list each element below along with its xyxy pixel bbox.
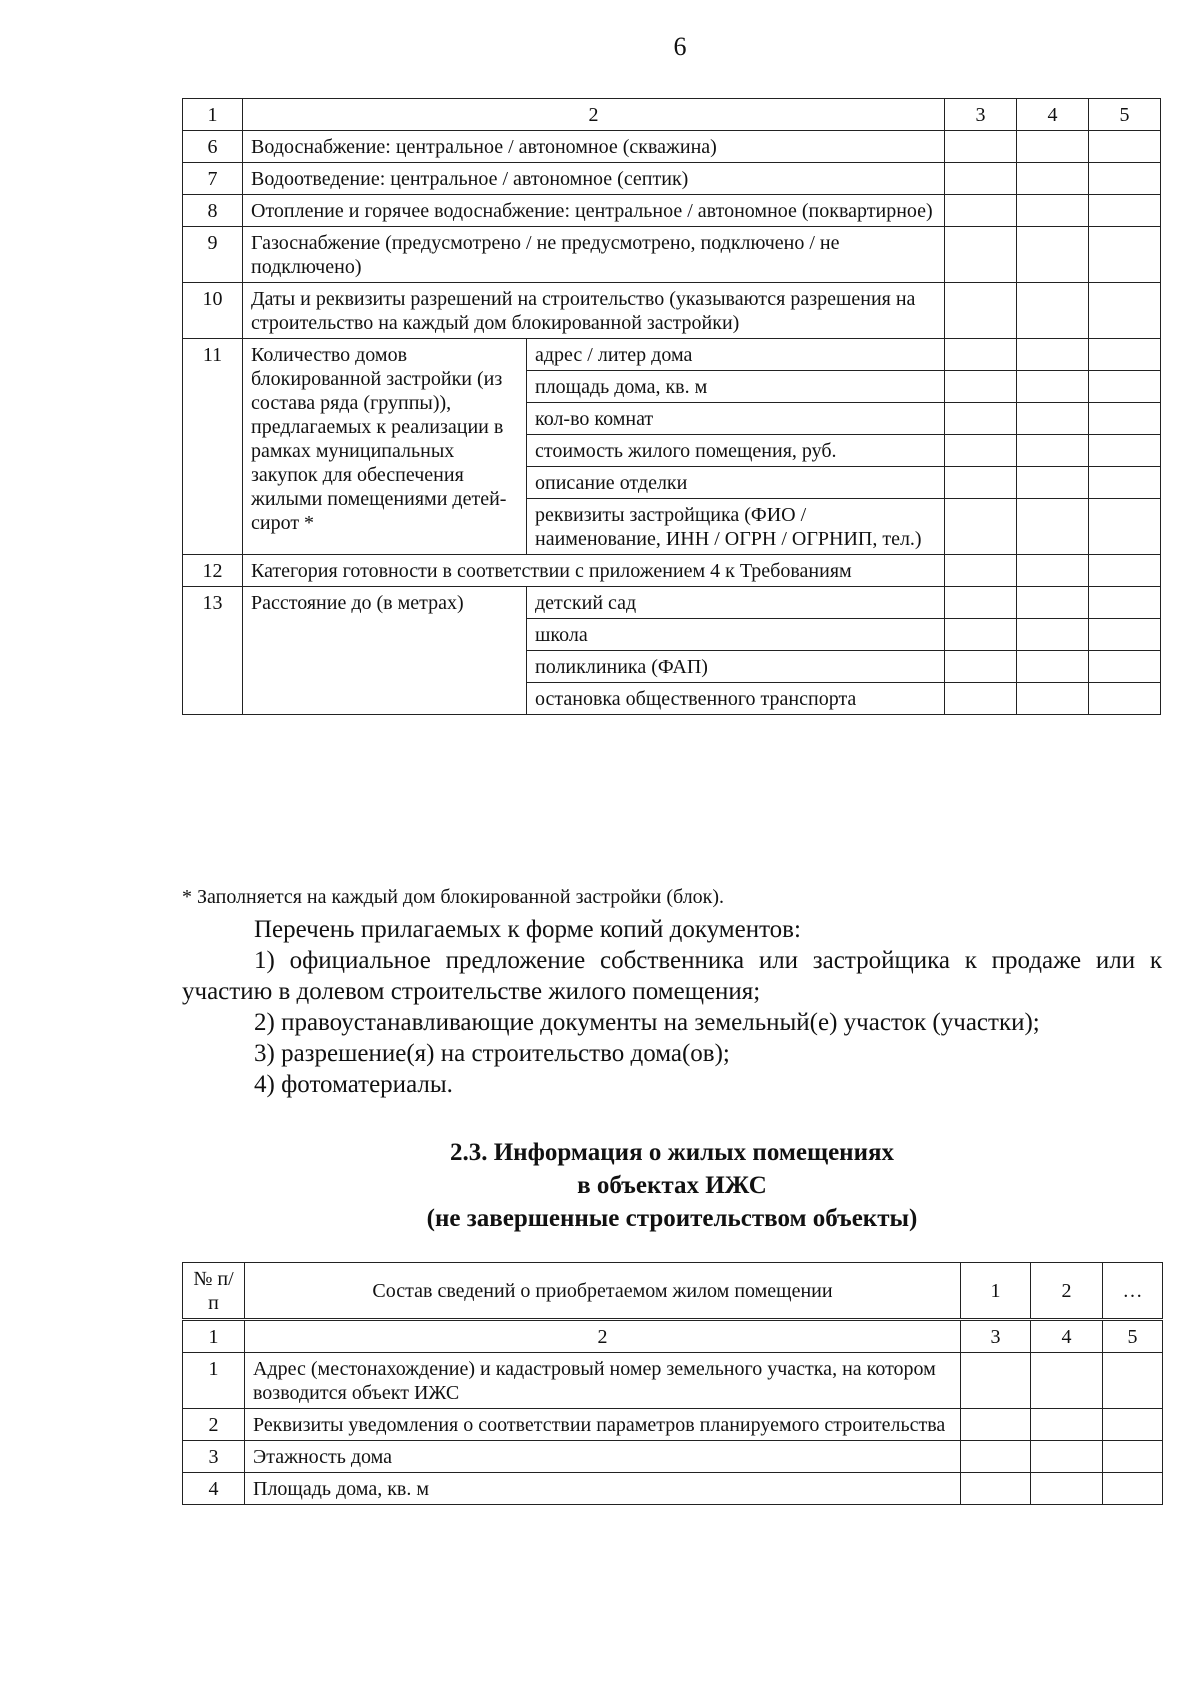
value-cell (1089, 587, 1161, 619)
list-item: 2) правоустанавливающие документы на земельный(е) участок (участки); (254, 1009, 1040, 1036)
row-number: 4 (183, 1473, 245, 1505)
sub-item: кол-во комнат (527, 403, 945, 435)
value-cell (1031, 1353, 1103, 1409)
value-cell (961, 1473, 1031, 1505)
value-cell (1089, 651, 1161, 683)
column-number: 3 (961, 1320, 1031, 1353)
value-cell (945, 163, 1017, 195)
table-row (183, 227, 1161, 283)
table-row (183, 195, 1161, 227)
list-item: 3) разрешение(я) на строительство дома(ов); (254, 1040, 730, 1067)
value-cell (961, 1353, 1031, 1409)
row-number: 3 (183, 1441, 245, 1473)
value-cell (945, 131, 1017, 163)
value-cell (945, 435, 1017, 467)
table-row (183, 163, 1161, 195)
value-cell (945, 587, 1017, 619)
column-number: 3 (945, 99, 1017, 131)
row-description: Водоотведение: центральное / автономное (септик) (243, 163, 945, 195)
value-cell (1103, 1409, 1163, 1441)
row-description: Реквизиты уведомления о соответствии параметров планируемого строительства (245, 1409, 961, 1441)
value-cell (1031, 1473, 1103, 1505)
table-row (183, 283, 1161, 339)
value-cell (945, 339, 1017, 371)
value-cell (1089, 227, 1161, 283)
row-description: Расстояние до (в метрах) (243, 587, 527, 715)
value-cell (1017, 587, 1089, 619)
attachments-list (182, 914, 1162, 1100)
table-header-row (183, 1263, 1163, 1320)
column-number: 1 (183, 1320, 245, 1353)
row-number: 10 (183, 283, 243, 339)
section-heading-line: в объектах ИЖС (577, 1172, 767, 1199)
value-cell (945, 467, 1017, 499)
page-number: 6 (673, 32, 687, 61)
column-header: 1 (961, 1263, 1031, 1320)
value-cell (1017, 195, 1089, 227)
column-header: № п/п (183, 1263, 245, 1320)
section-heading (182, 1136, 1162, 1235)
value-cell (1017, 131, 1089, 163)
value-cell (1103, 1473, 1163, 1505)
row-number: 8 (183, 195, 243, 227)
value-cell (945, 227, 1017, 283)
table-row (183, 1473, 1163, 1505)
table-row (183, 587, 1161, 619)
value-cell (945, 195, 1017, 227)
table-row (183, 131, 1161, 163)
value-cell (1017, 339, 1089, 371)
column-number: 5 (1089, 99, 1161, 131)
table-numbering-row (183, 1320, 1163, 1353)
sub-item: описание отделки (527, 467, 945, 499)
table-header-row (183, 99, 1161, 131)
value-cell (961, 1409, 1031, 1441)
value-cell (1017, 435, 1089, 467)
value-cell (1031, 1441, 1103, 1473)
row-number: 9 (183, 227, 243, 283)
sub-item: стоимость жилого помещения, руб. (527, 435, 945, 467)
value-cell (1031, 1409, 1103, 1441)
value-cell (945, 499, 1017, 555)
value-cell (1089, 435, 1161, 467)
section-heading-line: 2.3. Информация о жилых помещениях (449, 1139, 895, 1166)
row-description: Даты и реквизиты разрешений на строительство (указываются разрешения на строительство на каждый дом блокированной застройки) (243, 283, 945, 339)
column-number: 4 (1031, 1320, 1103, 1353)
value-cell (945, 371, 1017, 403)
sub-item: реквизиты застройщика (ФИО / наименование, ИНН / ОГРН / ОГРНИП, тел.) (527, 499, 945, 555)
sub-item: остановка общественного транспорта (527, 683, 945, 715)
column-number: 1 (183, 99, 243, 131)
value-cell (1103, 1353, 1163, 1409)
column-header: Состав сведений о приобретаемом жилом помещении (245, 1263, 961, 1320)
value-cell (1089, 339, 1161, 371)
value-cell (945, 683, 1017, 715)
footnote: * Заполняется на каждый дом блокированной застройки (блок). (182, 886, 725, 908)
row-number: 2 (183, 1409, 245, 1441)
column-header: 2 (1031, 1263, 1103, 1320)
value-cell (1017, 651, 1089, 683)
row-number: 12 (183, 555, 243, 587)
row-description: Площадь дома, кв. м (245, 1473, 961, 1505)
value-cell (1089, 499, 1161, 555)
value-cell (1089, 467, 1161, 499)
sub-item: детский сад (527, 587, 945, 619)
row-number: 7 (183, 163, 243, 195)
value-cell (1089, 195, 1161, 227)
value-cell (1017, 555, 1089, 587)
izhs-info-table (182, 1262, 1163, 1505)
value-cell (1017, 467, 1089, 499)
row-description: Водоснабжение: центральное / автономное (скважина) (243, 131, 945, 163)
value-cell (945, 651, 1017, 683)
value-cell (1017, 499, 1089, 555)
value-cell (1089, 163, 1161, 195)
value-cell (945, 283, 1017, 339)
table-row (183, 555, 1161, 587)
row-description: Адрес (местонахождение) и кадастровый номер земельного участка, на котором возводится объект ИЖС (245, 1353, 961, 1409)
row-number: 11 (183, 339, 243, 555)
value-cell (1017, 227, 1089, 283)
list-item: 1) официальное предложение собственника или застройщика к продаже или к участию в долевом строительстве жилого помещения; (182, 947, 1162, 1005)
table-row (183, 1409, 1163, 1441)
column-header: … (1103, 1263, 1163, 1320)
row-description: Газоснабжение (предусмотрено / не предусмотрено, подключено / не подключено) (243, 227, 945, 283)
column-number: 5 (1103, 1320, 1163, 1353)
column-number: 4 (1017, 99, 1089, 131)
row-description: Этажность дома (245, 1441, 961, 1473)
table-row (183, 339, 1161, 371)
value-cell (1017, 371, 1089, 403)
row-number: 1 (183, 1353, 245, 1409)
row-number: 6 (183, 131, 243, 163)
value-cell (1089, 683, 1161, 715)
row-description: Категория готовности в соответствии с приложением 4 к Требованиям (243, 555, 945, 587)
column-number: 2 (245, 1320, 961, 1353)
value-cell (1089, 283, 1161, 339)
section-heading-line: (не завершенные строительством объекты) (426, 1205, 918, 1232)
column-number: 2 (243, 99, 945, 131)
sub-item: поликлиника (ФАП) (527, 651, 945, 683)
row-number: 13 (183, 587, 243, 715)
value-cell (945, 555, 1017, 587)
list-item: 4) фотоматериалы. (254, 1071, 453, 1098)
row-description: Отопление и горячее водоснабжение: центральное / автономное (поквартирное) (243, 195, 945, 227)
value-cell (1103, 1441, 1163, 1473)
row-description: Количество домов блокированной застройки (из состава ряда (группы)), предлагаемых к реализации в рамках муниципальных закупок для обеспечения жилыми помещениями детей-сирот * (243, 339, 527, 555)
value-cell (1089, 131, 1161, 163)
housing-info-table (182, 98, 1161, 715)
value-cell (1017, 163, 1089, 195)
value-cell (1017, 403, 1089, 435)
value-cell (1017, 619, 1089, 651)
value-cell (1089, 403, 1161, 435)
attachments-title: Перечень прилагаемых к форме копий документов: (254, 916, 801, 943)
value-cell (945, 403, 1017, 435)
sub-item: площадь дома, кв. м (527, 371, 945, 403)
value-cell (1089, 371, 1161, 403)
table-row (183, 1441, 1163, 1473)
sub-item: адрес / литер дома (527, 339, 945, 371)
value-cell (1017, 683, 1089, 715)
value-cell (1089, 555, 1161, 587)
value-cell (945, 619, 1017, 651)
value-cell (1017, 283, 1089, 339)
table-row (183, 1353, 1163, 1409)
sub-item: школа (527, 619, 945, 651)
value-cell (1089, 619, 1161, 651)
value-cell (961, 1441, 1031, 1473)
